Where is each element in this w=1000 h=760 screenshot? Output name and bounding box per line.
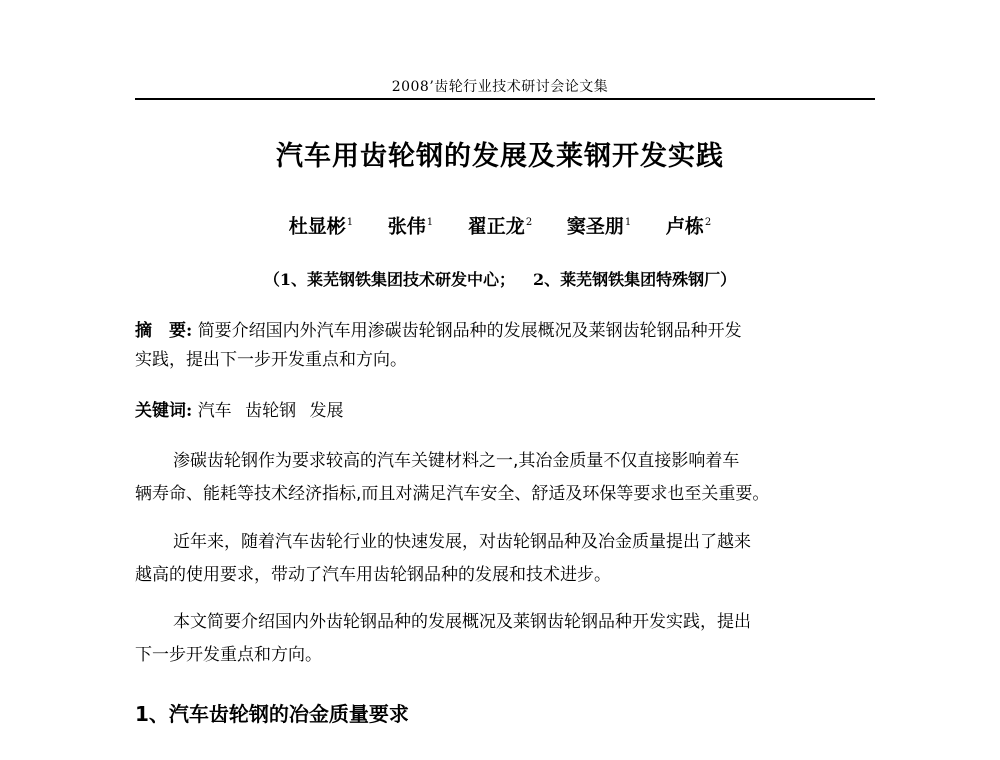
author bbox=[468, 210, 532, 239]
abstract-line bbox=[135, 317, 875, 346]
author-affiliation-mark: 2 bbox=[525, 217, 533, 228]
author bbox=[666, 210, 711, 239]
paragraph-line: 辆寿命、能耗等技术经济指标,而且对满足汽车安全、舒适及环保等要求也至关重要。 bbox=[135, 484, 770, 504]
paragraph-line: 渗碳齿轮钢作为要求较高的汽车关键材料之一,其冶金质量不仅直接影响着车 bbox=[173, 451, 740, 471]
author-affiliation-mark: 1 bbox=[346, 217, 354, 228]
author-affiliation-mark: 2 bbox=[704, 217, 712, 228]
keyword: 发展 bbox=[309, 401, 344, 421]
keywords-label: 关键词: bbox=[135, 401, 193, 421]
author-affiliation-mark: 1 bbox=[426, 217, 434, 228]
author bbox=[567, 210, 631, 239]
keywords bbox=[135, 398, 875, 424]
author-name: 窦圣朋 bbox=[566, 215, 624, 238]
paragraph-line: 越高的使用要求，带动了汽车用齿轮钢品种的发展和技术进步。 bbox=[135, 565, 611, 585]
affiliation-1: 1、莱芜钢铁集团技术研发中心； bbox=[279, 270, 515, 289]
running-header: 2008’齿轮行业技术研讨会论文集 bbox=[391, 79, 609, 95]
author bbox=[289, 210, 353, 239]
paragraph-line: 近年来，随着汽车齿轮行业的快速发展，对齿轮钢品种及冶金质量提出了越来 bbox=[173, 532, 751, 552]
paper-title: 汽车用齿轮钢的发展及莱钢开发实践 bbox=[276, 141, 724, 172]
paragraph-line: 本文简要介绍国内外齿轮钢品种的发展概况及莱钢齿轮钢品种开发实践，提出 bbox=[173, 612, 751, 632]
keyword: 齿轮钢 bbox=[245, 401, 297, 421]
author bbox=[388, 210, 433, 239]
paragraph-line: 下一步开发重点和方向。 bbox=[135, 645, 322, 665]
author-affiliation-mark: 1 bbox=[624, 217, 632, 228]
abstract bbox=[135, 317, 875, 375]
affiliations bbox=[0, 269, 1000, 291]
body-paragraph bbox=[135, 606, 875, 672]
author-name: 卢栋 bbox=[665, 215, 704, 238]
author-name: 张伟 bbox=[387, 215, 426, 238]
affiliations-close-paren: ） bbox=[720, 270, 737, 289]
abstract-text: 简要介绍国内外汽车用渗碳齿轮钢品种的发展概况及莱钢齿轮钢品种开发 bbox=[197, 321, 742, 341]
section-heading: 1、汽车齿轮钢的冶金质量要求 bbox=[135, 702, 409, 726]
author-list bbox=[0, 210, 1000, 239]
header-divider bbox=[135, 98, 875, 100]
abstract-label: 摘 要: bbox=[135, 321, 193, 341]
affiliations-open-paren: （ bbox=[263, 270, 280, 289]
body-paragraph bbox=[135, 526, 875, 592]
affiliation-2: 2、莱芜钢铁集团特殊钢厂 bbox=[533, 270, 721, 289]
abstract-line: 实践，提出下一步开发重点和方向。 bbox=[135, 350, 407, 370]
body-paragraph bbox=[135, 445, 875, 511]
author-name: 翟正龙 bbox=[467, 215, 525, 238]
author-name: 杜显彬 bbox=[288, 215, 346, 238]
keyword: 汽车 bbox=[197, 401, 232, 421]
